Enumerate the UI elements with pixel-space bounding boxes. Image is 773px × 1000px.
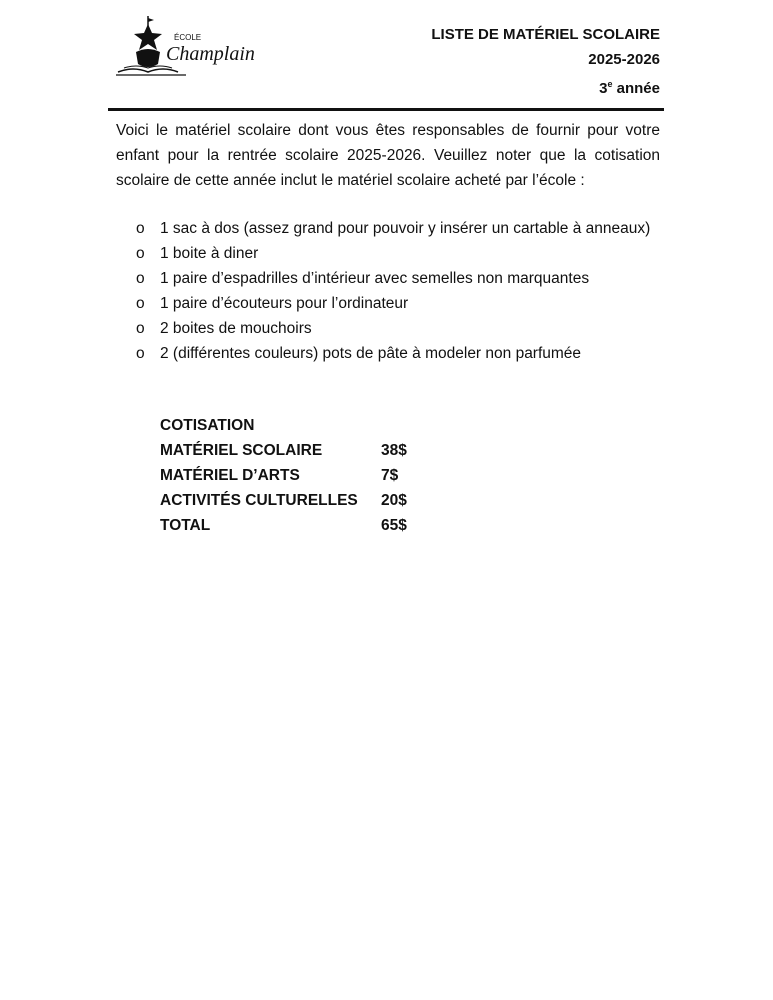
list-item bbox=[116, 316, 660, 341]
logo-champlain-text: Champlain bbox=[166, 43, 255, 65]
item-text: 1 sac à dos (assez grand pour pouvoir y insérer un cartable à anneaux) bbox=[160, 220, 651, 237]
fee-label: TOTAL bbox=[160, 517, 211, 534]
item-text: 1 paire d’écouteurs pour l’ordinateur bbox=[160, 295, 409, 312]
fee-amount: 20$ bbox=[381, 492, 407, 509]
fee-row bbox=[160, 463, 407, 488]
item-text: 2 (différentes couleurs) pots de pâte à modeler non parfumée bbox=[160, 345, 582, 362]
grade-word: année bbox=[616, 80, 660, 97]
bullet-icon: o bbox=[136, 345, 145, 362]
grade-number: 3 bbox=[599, 80, 608, 97]
bullet-icon: o bbox=[136, 270, 145, 287]
school-logo bbox=[116, 16, 256, 78]
bullet-icon: o bbox=[136, 220, 145, 237]
list-item bbox=[116, 291, 660, 316]
fees-table bbox=[160, 413, 407, 538]
fee-label: MATÉRIEL SCOLAIRE bbox=[160, 442, 323, 459]
logo-ecole-text: ÉCOLE bbox=[174, 33, 202, 42]
item-text: 1 boite à diner bbox=[160, 245, 259, 262]
fee-row-total bbox=[160, 513, 407, 538]
list-item bbox=[116, 216, 660, 241]
grade bbox=[431, 72, 660, 101]
fee-amount: 7$ bbox=[381, 467, 399, 484]
fee-amount: 38$ bbox=[381, 442, 407, 459]
header-divider bbox=[108, 108, 664, 111]
bullet-icon: o bbox=[136, 320, 145, 337]
ship-star-book-icon bbox=[116, 16, 256, 78]
fees-heading: COTISATION bbox=[160, 417, 255, 434]
fee-label: ACTIVITÉS CULTURELLES bbox=[160, 492, 358, 509]
fee-row bbox=[160, 488, 407, 513]
list-item bbox=[116, 266, 660, 291]
item-text: 2 boites de mouchoirs bbox=[160, 320, 312, 337]
bullet-icon: o bbox=[136, 295, 145, 312]
grade-superscript: e bbox=[607, 79, 613, 89]
fee-row bbox=[160, 438, 407, 463]
fee-label: MATÉRIEL D’ARTS bbox=[160, 467, 300, 484]
intro-paragraph: Voici le matériel scolaire dont vous êtes responsables de fournir pour votre enfant pour la rentrée scolaire 2025-2026. Veuillez noter que la cotisation scolaire de cette année inclut le matériel scolaire acheté par l’école : bbox=[116, 122, 660, 189]
supply-list bbox=[116, 216, 660, 366]
document-title: LISTE DE MATÉRIEL SCOLAIRE bbox=[431, 26, 660, 43]
item-text: 1 paire d’espadrilles d’intérieur avec semelles non marquantes bbox=[160, 270, 590, 287]
school-year: 2025-2026 bbox=[588, 51, 660, 68]
list-item bbox=[116, 341, 660, 366]
bullet-icon: o bbox=[136, 245, 145, 262]
document-header bbox=[431, 22, 660, 101]
list-item bbox=[116, 241, 660, 266]
fee-amount: 65$ bbox=[381, 517, 407, 534]
